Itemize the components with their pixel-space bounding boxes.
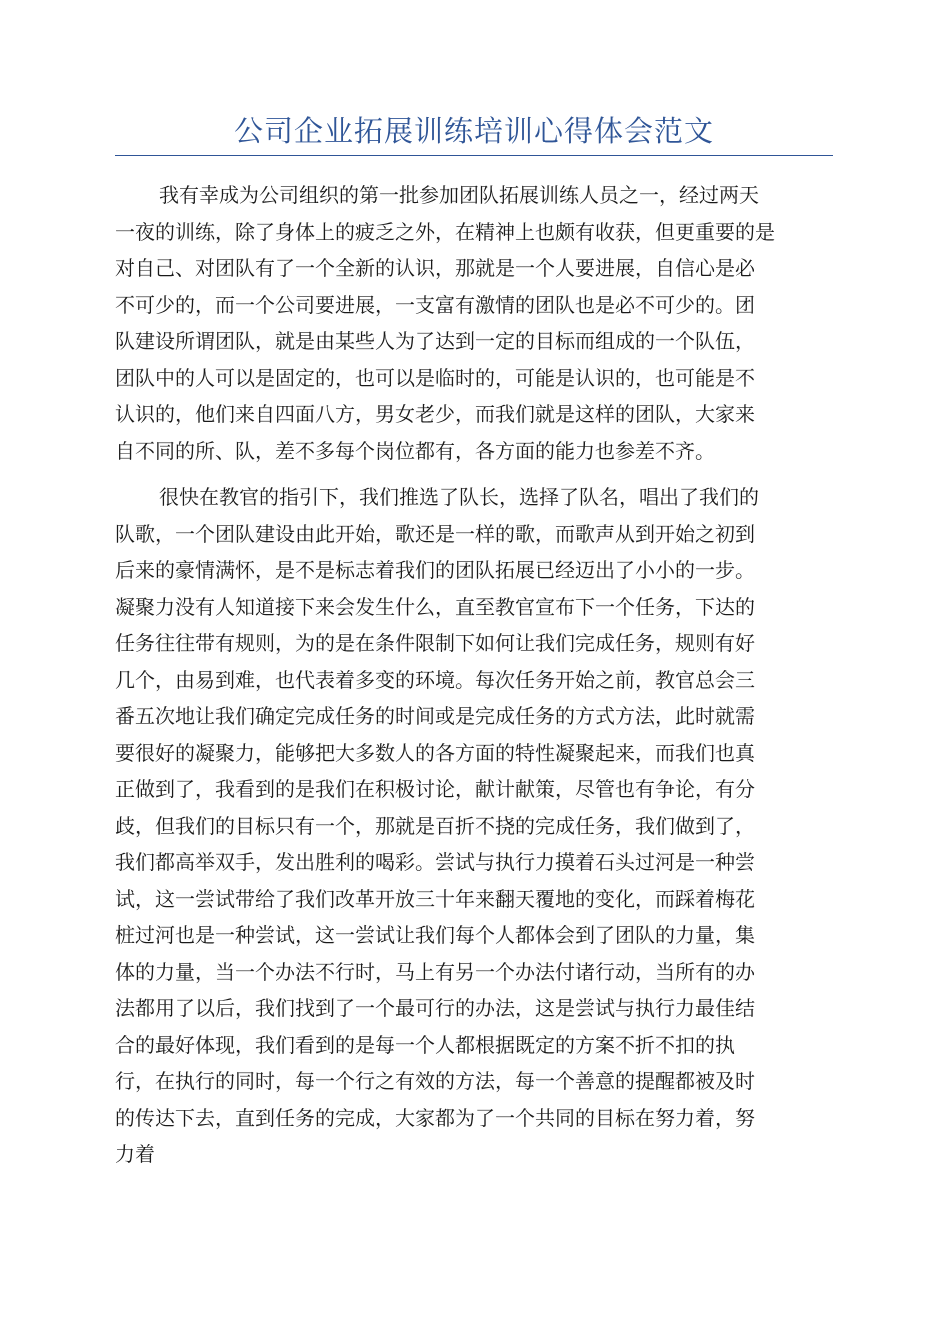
paragraph-line: 后来的豪情满怀，是不是标志着我们的团队拓展已经迈出了小小的一步。 — [115, 558, 755, 582]
paragraph-line: 桩过河也是一种尝试，这一尝试让我们每个人都体会到了团队的力量，集 — [115, 923, 755, 947]
paragraph-line: 不可少的，而一个公司要进展，一支富有激情的团队也是必不可少的。团 — [115, 292, 755, 317]
paragraph-1 — [115, 177, 833, 469]
paragraph-line: 正做到了，我看到的是我们在积极讨论，献计献策，尽管也有争论，有分 — [115, 777, 755, 801]
paragraph-line: 番五次地让我们确定完成任务的时间或是完成任务的方式方法，此时就需 — [115, 704, 755, 728]
paragraph-line: 队建设所谓团队，就是由某些人为了达到一定的目标而组成的一个队伍， — [115, 329, 755, 353]
paragraph-line: 团队中的人可以是固定的，也可以是临时的，可能是认识的，也可能是不 — [115, 365, 755, 390]
paragraph-line: 试，这一尝试带给了我们改革开放三十年来翻天覆地的变化，而踩着梅花 — [115, 886, 755, 911]
paragraph-line: 体的力量，当一个办法不行时，马上有另一个办法付诸行动，当所有的办 — [115, 959, 755, 984]
paragraph-line: 凝聚力没有人知道接下来会发生什么，直至教官宣布下一个任务，下达的 — [115, 594, 755, 619]
document-title: 公司企业拓展训练培训心得体会范文 — [233, 114, 714, 148]
paragraph-2 — [115, 479, 833, 1173]
paragraph-line: 自不同的所、队，差不多每个岗位都有，各方面的能力也参差不齐。 — [115, 438, 715, 463]
paragraph-line: 的传达下去，直到任务的完成，大家都为了一个共同的目标在努力着，努 — [115, 1105, 755, 1130]
paragraph-line: 我们都高举双手，发出胜利的喝彩。尝试与执行力摸着石头过河是一种尝 — [115, 850, 755, 874]
paragraph-line: 一夜的训练，除了身体上的疲乏之外，在精神上也颇有收获，但更重要的是 — [115, 219, 775, 244]
paragraph-line: 行，在执行的同时，每一个行之有效的方法，每一个善意的提醒都被及时 — [115, 1069, 755, 1093]
paragraph-line: 对自己、对团队有了一个全新的认识，那就是一个人要进展，自信心是必 — [115, 256, 755, 280]
paragraph-line: 很快在教官的指引下，我们推选了队长，选择了队名，唱出了我们的 — [159, 485, 759, 509]
title-underline — [115, 155, 833, 156]
paragraph-line: 歧，但我们的目标只有一个，那就是百折不挠的完成任务，我们做到了， — [115, 813, 755, 838]
paragraph-line: 我有幸成为公司组织的第一批参加团队拓展训练人员之一，经过两天 — [159, 183, 759, 207]
paragraph-line: 要很好的凝聚力，能够把大多数人的各方面的特性凝聚起来，而我们也真 — [115, 740, 755, 765]
paragraph-line: 认识的，他们来自四面八方，男女老少，而我们就是这样的团队，大家来 — [115, 402, 755, 426]
paragraph-line: 法都用了以后，我们找到了一个最可行的办法，这是尝试与执行力最佳结 — [115, 996, 755, 1020]
paragraph-line: 队歌，一个团队建设由此开始，歌还是一样的歌，而歌声从到开始之初到 — [115, 521, 755, 546]
document-body — [115, 177, 833, 1183]
paragraph-line: 合的最好体现，我们看到的是每一个人都根据既定的方案不折不扣的执 — [115, 1032, 735, 1057]
paragraph-line: 力着 — [115, 1142, 155, 1166]
paragraph-line: 几个，由易到难，也代表着多变的环境。每次任务开始之前，教官总会三 — [115, 667, 755, 692]
paragraph-line: 任务往往带有规则，为的是在条件限制下如何让我们完成任务，规则有好 — [115, 631, 755, 655]
